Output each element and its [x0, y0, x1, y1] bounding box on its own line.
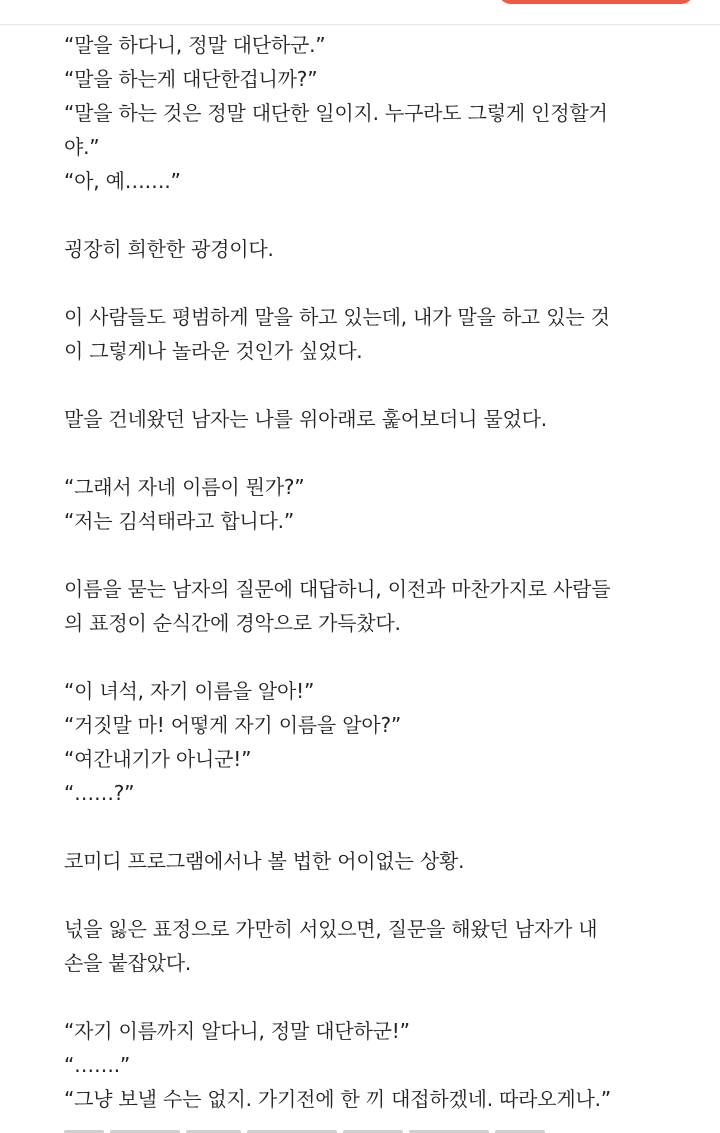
- text-line: 손을 붙잡았다.: [64, 951, 192, 975]
- text-line: “아, 예…….”: [64, 169, 181, 193]
- text-line: “…….”: [64, 1053, 131, 1077]
- paragraph-gap: [64, 538, 664, 572]
- text-line: “저는 김석태라고 합니다.”: [64, 509, 294, 533]
- text-line: “거짓말 마! 어떻게 자기 이름을 알아?”: [64, 713, 402, 737]
- text-line: “……?”: [64, 781, 135, 805]
- paragraph-gap: [64, 368, 664, 402]
- text-line: 넋을 잃은 표정으로 가만히 서있으면, 질문을 해왔던 남자가 내: [64, 917, 598, 941]
- cut-off-next-line: [64, 1124, 624, 1133]
- text-line: “말을 하는게 대단한겁니까?”: [64, 67, 318, 91]
- text-line: 이 사람들도 평범하게 말을 하고 있는데, 내가 말을 하고 있는 것: [64, 305, 610, 329]
- paragraph-gap: [64, 436, 664, 470]
- paragraph-gap: [64, 980, 664, 1014]
- text-line: “그냥 보낼 수는 없지. 가기전에 한 끼 대접하겠네. 따라오게나.”: [64, 1087, 611, 1111]
- top-action-button[interactable]: [498, 0, 694, 4]
- text-line: “이 녀석, 자기 이름을 알아!”: [64, 679, 315, 703]
- text-line: 말을 건네왔던 남자는 나를 위아래로 훑어보더니 물었다.: [64, 407, 547, 431]
- paragraph-gap: [64, 640, 664, 674]
- text-line: 의 표정이 순식간에 경악으로 가득찼다.: [64, 611, 401, 635]
- text-line: 야.”: [64, 135, 100, 159]
- paragraph-gap: [64, 810, 664, 844]
- paragraph-gap: [64, 878, 664, 912]
- text-line: “여간내기가 아니군!”: [64, 747, 252, 771]
- top-bar: [0, 0, 720, 25]
- text-line: 코미디 프로그램에서나 볼 법한 어이없는 상황.: [64, 849, 465, 873]
- paragraph-gap: [64, 266, 664, 300]
- text-line: 굉장히 희한한 광경이다.: [64, 237, 274, 261]
- text-line: “자기 이름까지 알다니, 정말 대단하군!”: [64, 1019, 410, 1043]
- text-line: “그래서 자네 이름이 뭔가?”: [64, 475, 305, 499]
- text-line: “말을 하는 것은 정말 대단한 일이지. 누구라도 그렇게 인정할거: [64, 101, 608, 125]
- text-line: 이 그렇게나 놀라운 것인가 싶었다.: [64, 339, 363, 363]
- text-line: 이름을 묻는 남자의 질문에 대답하니, 이전과 마찬가지로 사람들: [64, 577, 611, 601]
- article-body: [64, 28, 664, 1116]
- text-line: “말을 하다니, 정말 대단하군.”: [64, 33, 326, 57]
- paragraph-gap: [64, 198, 664, 232]
